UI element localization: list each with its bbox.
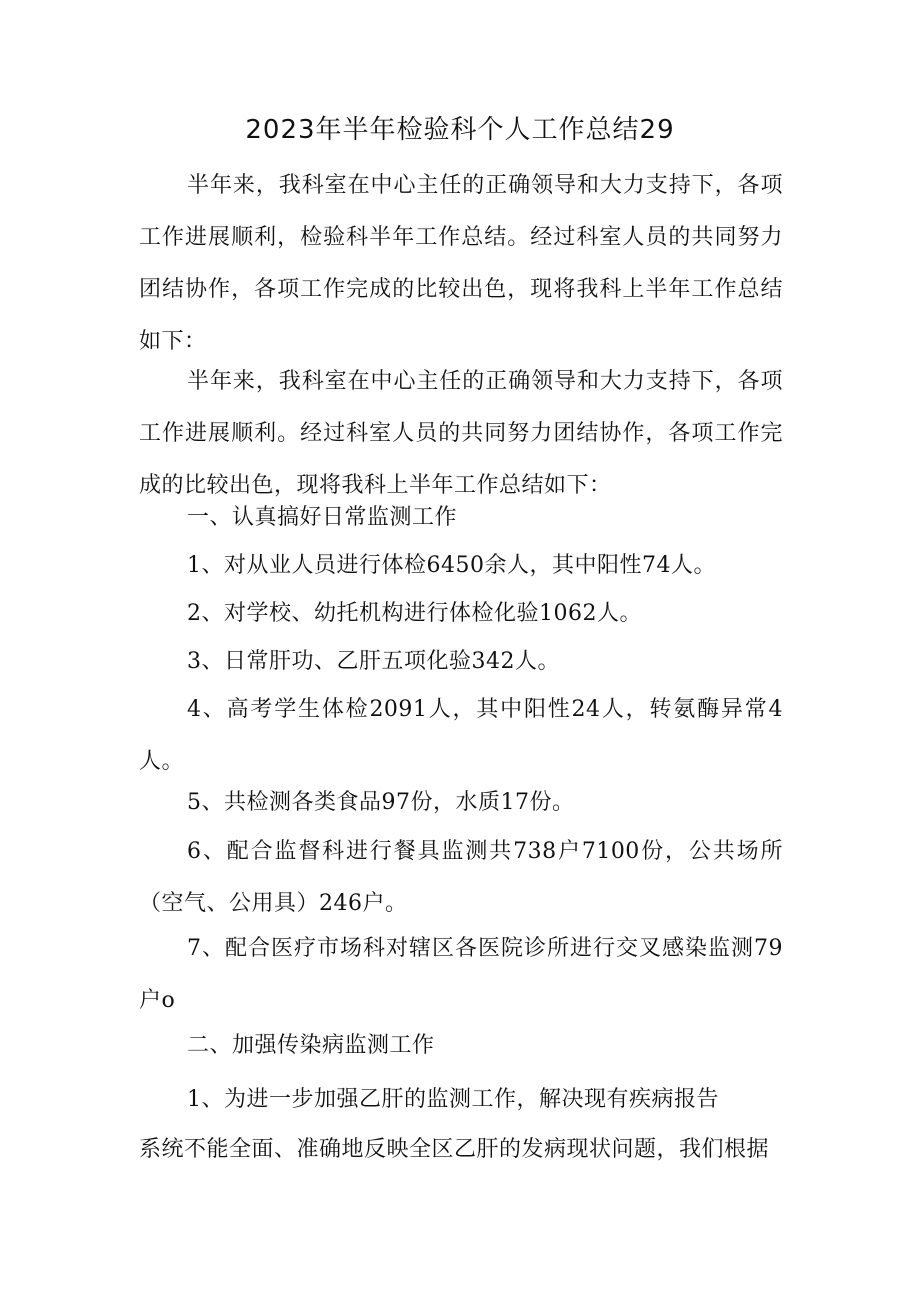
list-item-2-1: 1、为进一步加强乙肝的监测工作，解决现有疾病报告 bbox=[187, 1087, 719, 1112]
section-heading-1: 一、认真搞好日常监测工作 bbox=[187, 505, 458, 530]
list-item-1-2: 2、对学校、幼托机构进行体检化验1062人。 bbox=[187, 601, 642, 626]
list-item-1-1: 1、对从业人员进行体检6450余人，其中阳性74人。 bbox=[187, 553, 716, 578]
paragraph-intro-2: 半年来，我科室在中心主任的正确领导和大力支持下，各项工作进展顺利。经过科室人员的共同努力团结协作，各项工作完成的比较出色，现将我科上半年工作总结如下： bbox=[139, 369, 783, 498]
list-item-1-5: 5、共检测各类食品97份，水质17份。 bbox=[187, 790, 575, 815]
list-item-1-3: 3、日常肝功、乙肝五项化验342人。 bbox=[187, 649, 560, 674]
list-item-1-4: 4、高考学生体检2091人，其中阳性24人，转氨酶异常4人。 bbox=[139, 697, 783, 774]
section-heading-2: 二、加强传染病监测工作 bbox=[187, 1033, 435, 1058]
list-item-1-7: 7、配合医疗市场科对辖区各医院诊所进行交叉感染监测79户o bbox=[139, 936, 783, 1013]
list-item-1-6: 6、配合监督科进行餐具监测共738户7100份，公共场所（空气、公用具）246户。 bbox=[139, 839, 783, 916]
document-title: 2023年半年检验科个人工作总结29 bbox=[245, 115, 675, 145]
paragraph-intro-1: 半年来，我科室在中心主任的正确领导和大力支持下，各项工作进展顺利，检验科半年工作总结。经过科室人员的共同努力团结协作，各项工作完成的比较出色，现将我科上半年工作总结如下： bbox=[139, 173, 783, 354]
list-item-2-1-continued: 系统不能全面、准确地反映全区乙肝的发病现状问题，我们根据 bbox=[139, 1137, 770, 1162]
